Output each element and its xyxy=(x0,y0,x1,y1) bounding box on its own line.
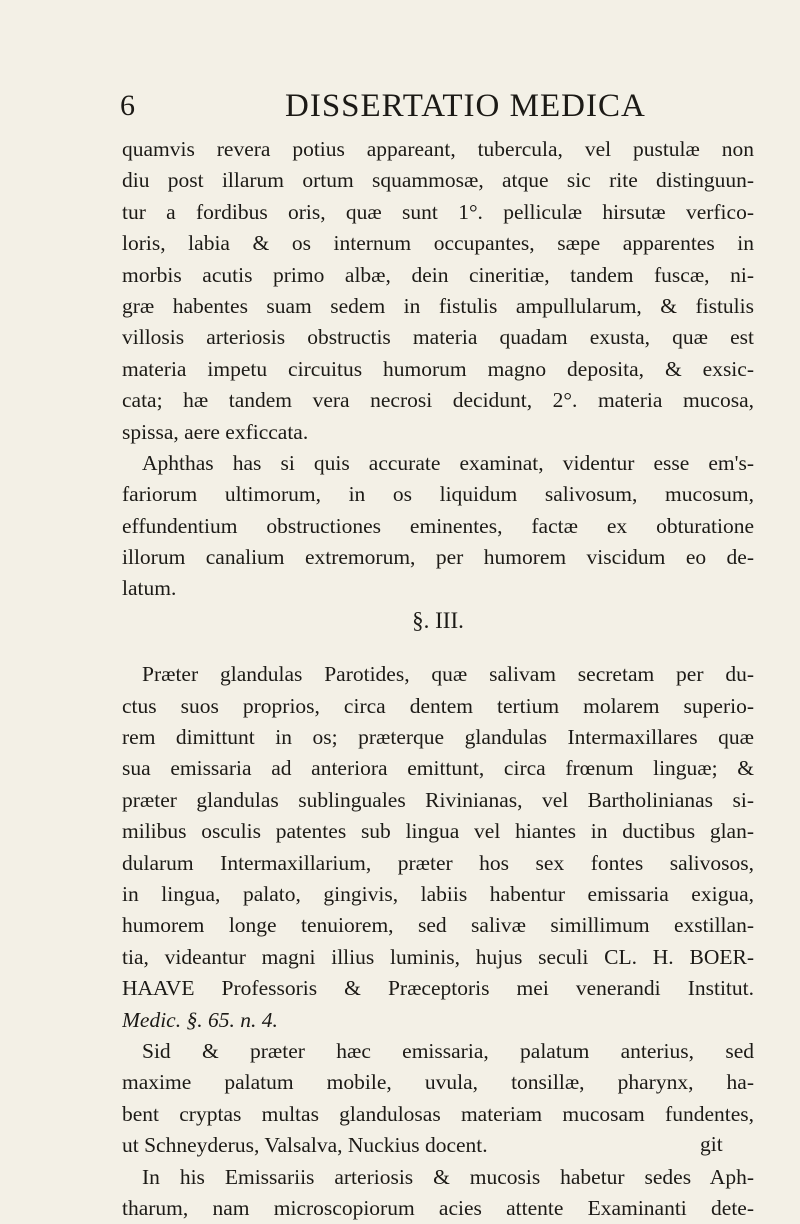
text-line: dularum Intermaxillarium, præter hos sex fontes salivosos, xyxy=(122,850,754,875)
section-heading: §. III. xyxy=(412,607,464,633)
text-line: effundentium obstructiones eminentes, factæ ex obturatione xyxy=(122,513,754,538)
text-line: Medic. §. 65. n. 4. xyxy=(122,1007,278,1032)
text-line: Aphthas has si quis accurate examinat, videntur esse em's- xyxy=(142,450,754,475)
text-line: loris, labia & os internum occupantes, sæpe apparentes in xyxy=(122,231,754,256)
running-title: DISSERTATIO MEDICA xyxy=(285,88,646,124)
text-line: humorem longe tenuiorem, sed salivæ simillimum exstillan- xyxy=(122,913,754,938)
text-line: materia impetu circuitus humorum magno deposita, & exsic- xyxy=(122,356,754,381)
text-line: milibus osculis patentes sub lingua vel hiantes in ductibus glan- xyxy=(122,819,754,844)
text-line: spissa, aere exficcata. xyxy=(122,419,309,444)
text-line: In his Emissariis arteriosis & mucosis habetur sedes Aph- xyxy=(142,1164,754,1189)
text-line: latum. xyxy=(122,576,177,601)
text-line: præter glandulas sublinguales Rivinianas, vel Bartholinianas si- xyxy=(122,787,754,812)
text-line: ctus suos proprios, circa dentem tertium molarem superio- xyxy=(122,693,754,718)
paragraph-1 xyxy=(122,134,754,448)
text-line: cata; hæ tandem vera necrosi decidunt, 2°. materia mucosa, xyxy=(122,388,754,413)
body-text xyxy=(122,134,754,1224)
text-line: sua emissaria ad anteriora emittunt, circa frœnum linguæ; & xyxy=(122,756,754,781)
text-line: illorum canalium extremorum, per humorem viscidum eo de- xyxy=(122,545,754,570)
page-header xyxy=(120,86,760,126)
text-line: Sid & præter hæc emissaria, palatum anterius, sed xyxy=(142,1038,754,1063)
catchword: git xyxy=(700,1132,723,1156)
paragraph-4 xyxy=(122,1036,754,1224)
text-line: quamvis revera potius appareant, tubercula, vel pustulæ non xyxy=(122,137,754,161)
section-gap xyxy=(122,636,754,659)
paragraph-3 xyxy=(122,659,754,1036)
text-line: ut Schneyderus, Valsalva, Nuckius docent. xyxy=(122,1133,488,1158)
text-line: Præter glandulas Parotides, quæ salivam secretam per du- xyxy=(142,662,754,687)
text-line: in lingua, palato, gingivis, labiis habentur emissaria exigua, xyxy=(122,881,754,906)
text-line: fariorum ultimorum, in os liquidum salivosum, mucosum, xyxy=(122,482,754,507)
text-line: græ habentes suam sedem in fistulis ampullularum, & fistulis xyxy=(122,293,754,318)
text-line: bent cryptas multas glandulosas materiam mucosam fundentes, xyxy=(122,1101,754,1126)
page-number: 6 xyxy=(120,89,135,122)
text-line: HAAVE Professoris & Præceptoris mei venerandi Institut. xyxy=(122,976,754,1001)
paragraph-2 xyxy=(122,448,754,605)
text-line: tia, videantur magni illius luminis, hujus seculi CL. H. BOER- xyxy=(122,944,754,969)
text-line: diu post illarum ortum squammosæ, atque sic rite distinguun- xyxy=(122,168,754,193)
text-line: maxime palatum mobile, uvula, tonsillæ, pharynx, ha- xyxy=(122,1070,754,1095)
text-line: morbis acutis primo albæ, dein cineritiæ, tandem fuscæ, ni- xyxy=(122,262,754,287)
text-line: tharum, nam microscopiorum acies attente Examinanti dete- xyxy=(122,1195,754,1220)
text-line: villosis arteriosis obstructis materia quadam exusta, quæ est xyxy=(122,325,754,350)
text-line: tur a fordibus oris, quæ sunt 1°. pelliculæ hirsutæ verfico- xyxy=(122,199,754,224)
text-line: rem dimittunt in os; præterque glandulas Intermaxillares quæ xyxy=(122,725,754,750)
